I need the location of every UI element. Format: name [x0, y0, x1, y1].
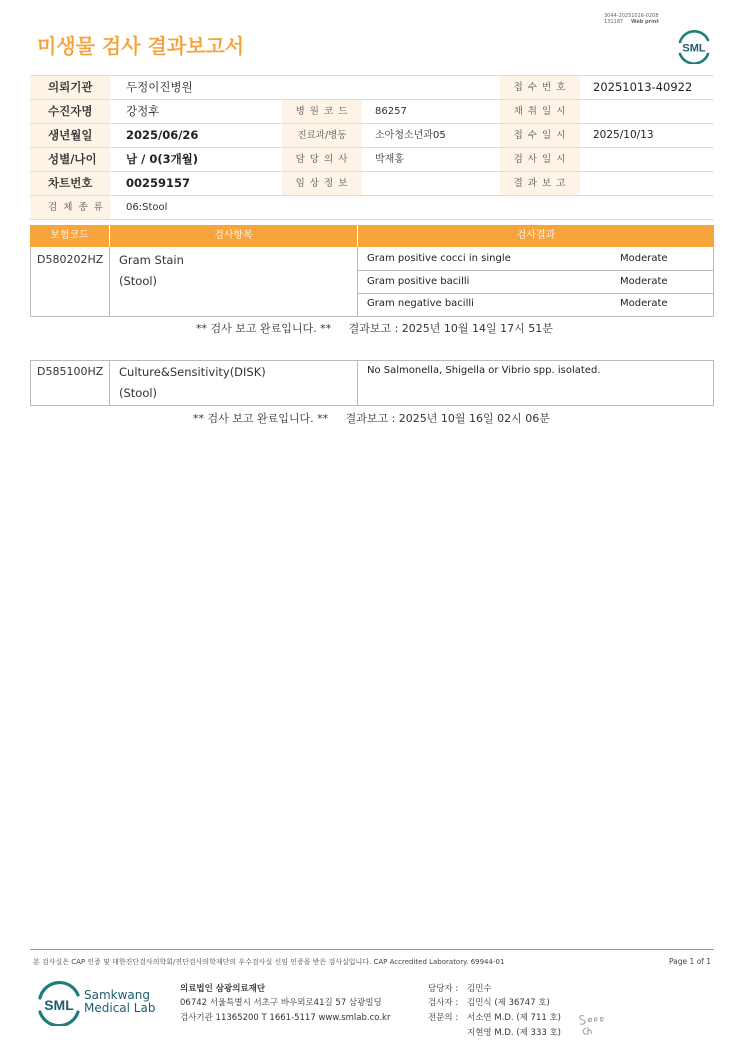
label-result-report: 결 과 보 고 [500, 172, 580, 195]
value-patient-name: 강정후 [126, 104, 160, 118]
staff-role: 검사자 : [428, 998, 459, 1008]
staff-name: 지현영 M.D. (제 333 호) [467, 1028, 562, 1038]
staff-role: 담당자 : [428, 984, 459, 994]
value-test-time [593, 148, 714, 171]
test2-item-name: Culture&Sensitivity(DISK) [119, 365, 266, 379]
org-address: 06742 서울특별시 서초구 바우뫼로41길 57 삼광빌딩 [180, 998, 382, 1008]
accreditation-note: 본 검사실은 CAP 인증 및 대한진단검사의학회/진단검사의학재단의 우수검사실 신임 인증을 받은 검사실입니다. CAP Accredited Laboratory. 69944-01 [33, 958, 505, 966]
label-specimen-type: 검 체 종 류 [30, 196, 110, 219]
test1-result-grade: Moderate [620, 276, 668, 287]
test1-result-grade: Moderate [620, 253, 668, 264]
value-department: 소아청소년과05 [375, 130, 446, 141]
label-attending-doctor: 담 당 의 사 [282, 148, 362, 171]
label-collection-time: 채 취 일 시 [500, 100, 580, 123]
staff-name: 김민수 [467, 984, 492, 994]
test2-code: D585100HZ [37, 365, 104, 378]
value-birth-date: 2025/06/26 [126, 128, 199, 142]
sml-logo-icon [676, 28, 712, 64]
print-code-line2: 131187 [604, 19, 624, 25]
signature-image [576, 1008, 610, 1042]
value-attending-doctor: 박재홍 [375, 154, 404, 165]
org-contact: 검사기관 11365200 T 1661-5117 www.smlab.co.kr [180, 1013, 391, 1023]
label-chart-number: 차트번호 [30, 172, 110, 195]
results-header [30, 225, 714, 247]
staff-name: 서소연 M.D. (제 711 호) [467, 1013, 562, 1023]
org-name: 의료법인 삼광의료재단 [180, 984, 266, 994]
staff-name: 김민식 (제 36747 호) [467, 998, 550, 1008]
test1-result-finding: Gram positive bacilli [367, 276, 470, 287]
label-clinical-info: 임 상 정 보 [282, 172, 362, 195]
info-row [30, 172, 714, 196]
info-row [30, 196, 714, 220]
samkwang-logo-icon [36, 980, 82, 1026]
value-receipt-time: 2025/10/13 [593, 129, 654, 141]
info-row [30, 124, 714, 148]
value-hospital-code: 86257 [375, 106, 407, 117]
info-row [30, 75, 714, 100]
patient-info-table [30, 75, 714, 220]
test1-result-grade: Moderate [620, 298, 668, 309]
svg-text:SML: SML [682, 42, 706, 55]
footer-divider [30, 949, 714, 950]
label-department: 진료과/병동 [282, 124, 362, 147]
label-hospital-code: 병 원 코 드 [282, 100, 362, 123]
svg-text:SML: SML [44, 997, 74, 1013]
test1-specimen: (Stool) [119, 274, 158, 288]
results-table-2 [30, 360, 714, 406]
test2-specimen: (Stool) [119, 386, 158, 400]
test1-code: D580202HZ [37, 253, 104, 266]
info-row [30, 148, 714, 172]
label-patient-name: 수진자명 [30, 100, 110, 123]
value-clinical-info [375, 172, 495, 195]
value-chart-number: 00259157 [126, 176, 191, 190]
company-name-line1: Samkwang [84, 988, 150, 1002]
test2-report-status: ** 검사 보고 완료입니다. ** 결과보고 : 2025년 10월 16일 02시 06분 [193, 412, 550, 425]
results-table [30, 225, 714, 317]
company-name-line2: Medical Lab [84, 1001, 156, 1015]
company-name [84, 989, 155, 1015]
value-specimen-type: 06:Stool [126, 202, 168, 213]
test2-result: No Salmonella, Shigella or Vibrio spp. isolated. [367, 365, 601, 376]
staff-role: 전문의 : [428, 1013, 459, 1023]
report-title: 미생물 검사 결과보고서 [37, 34, 245, 58]
header-test-result: 검사결과 [516, 230, 556, 241]
header-test-item: 검사항목 [214, 230, 253, 241]
label-birth-date: 생년월일 [30, 124, 110, 147]
info-row [30, 100, 714, 124]
test1-result-finding: Gram negative bacilli [367, 298, 474, 309]
label-accession-number: 접 수 번 호 [500, 76, 580, 99]
value-sex-age: 남 / 0(3개월) [126, 152, 199, 166]
value-requesting-institution: 두정이진병원 [126, 80, 193, 94]
page-number: Page 1 of 1 [669, 957, 712, 966]
label-test-time: 검 사 일 시 [500, 148, 580, 171]
label-requesting-institution: 의뢰기관 [30, 76, 110, 99]
value-result-report [593, 172, 714, 195]
value-collection-time [593, 100, 714, 123]
test1-report-status: ** 검사 보고 완료입니다. ** 결과보고 : 2025년 10월 14일 17시 51분 [196, 322, 553, 335]
header-insurance-code: 보험코드 [50, 230, 89, 241]
print-code [604, 13, 659, 25]
label-receipt-time: 접 수 일 시 [500, 124, 580, 147]
value-accession-number: 20251013-40922 [593, 80, 693, 94]
test1-result-finding: Gram positive cocci in single [367, 253, 511, 264]
print-code-line1: 3044-20251016-0208 [604, 13, 659, 19]
test1-item-name: Gram Stain [119, 253, 184, 267]
web-print-label: Web print [631, 19, 659, 25]
label-sex-age: 성별/나이 [30, 148, 110, 171]
